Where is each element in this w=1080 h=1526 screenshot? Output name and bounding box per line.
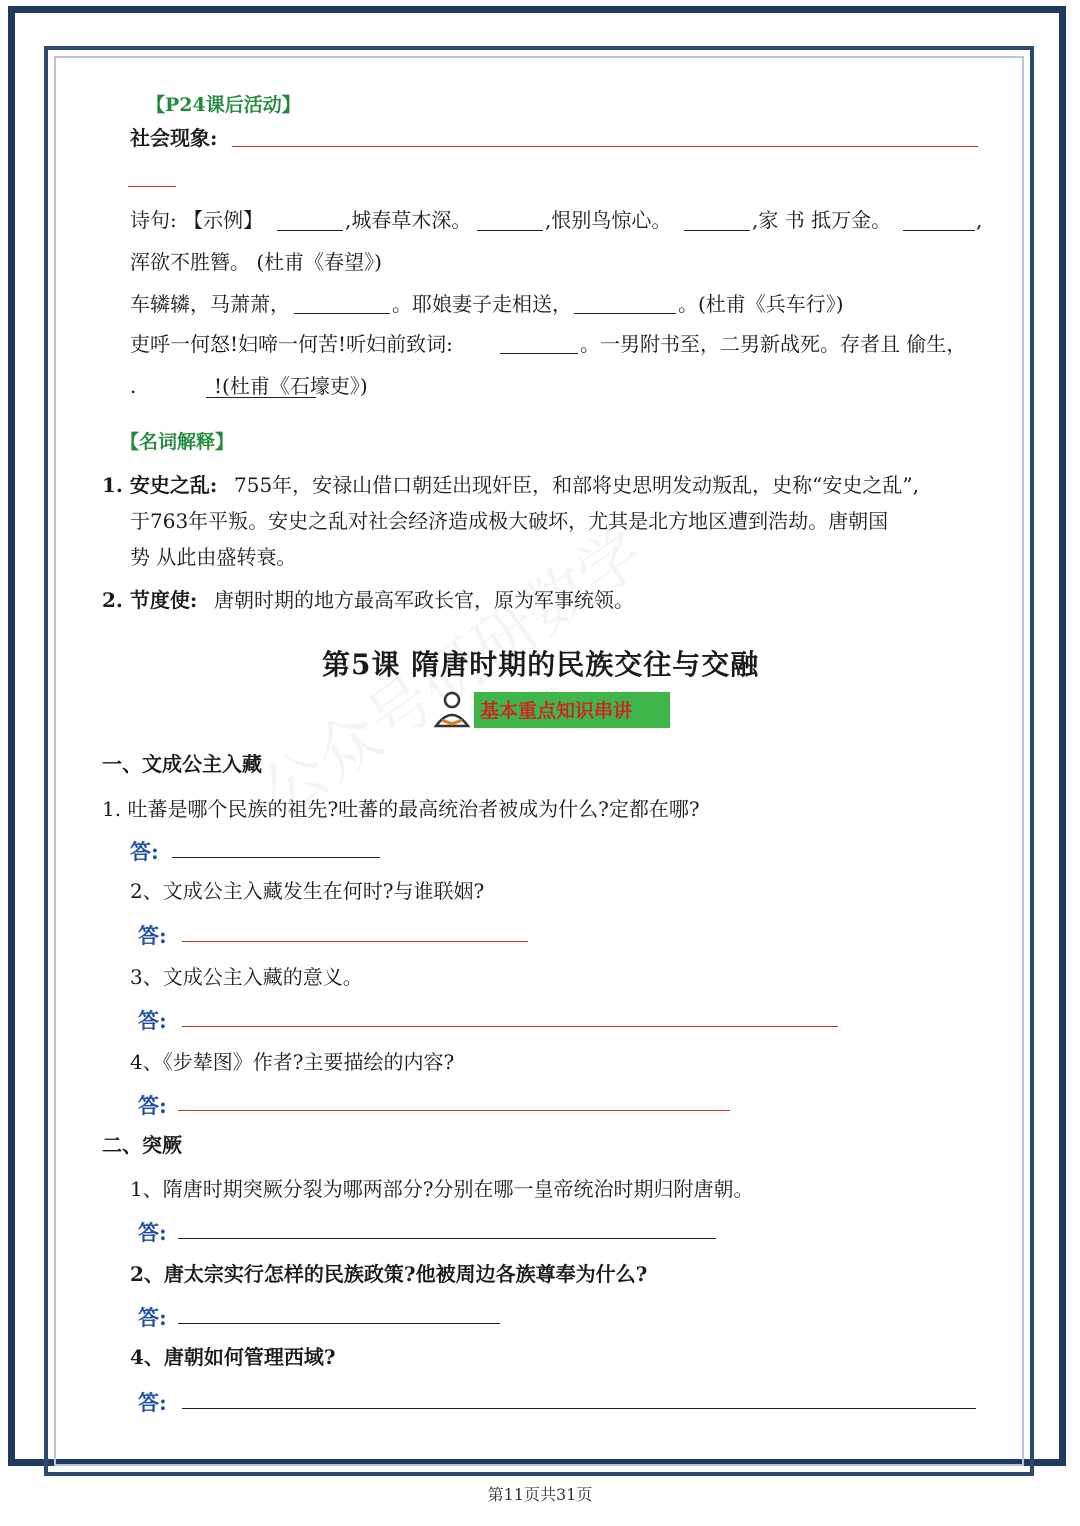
poem3-part-a: 吏呼一何怒!妇啼一何苦!听妇前致词: [130, 332, 453, 356]
answer-label: 答: [138, 1305, 167, 1330]
answer-line [178, 1110, 730, 1111]
p24-activity-label: 【P24课后活动】 [146, 94, 301, 116]
poem2-part-a: 车辚辚，马萧萧， [130, 292, 290, 316]
answer-line [178, 1238, 716, 1239]
poem3-part-b: 。一男附书至，二男新战死。存者且 偷生， [580, 332, 967, 356]
terms-label: 【名词解释】 [120, 431, 235, 453]
poem1-part-a: ,城春草木深。 [345, 208, 472, 232]
part2-question-2: 2、唐太宗实行怎样的民族政策?他被周边各族尊奉为什么? [130, 1262, 648, 1286]
blank-line [684, 230, 750, 231]
social-phenomenon-label: 社会现象: [130, 126, 218, 150]
part1-heading: 一、文成公主入藏 [102, 752, 262, 776]
term2-title: 2. 节度使: [102, 588, 198, 612]
part1-question-4: 4、《步辇图》作者?主要描绘的内容? [130, 1050, 455, 1074]
term1-line2: 于763年平叛。安史之乱对社会经济造成极大破坏，尤其是北方地区遭到浩劫。唐朝国 [130, 509, 889, 533]
poem3-dot: . [130, 374, 137, 398]
part2-heading: 二、突厥 [102, 1133, 182, 1157]
poem1-part-c: ,家 书 抵万金。 [752, 208, 892, 232]
part2-question-4: 4、唐朝如何管理西域? [130, 1345, 336, 1369]
part2-question-1: 1、隋唐时期突厥分裂为哪两部分?分别在哪一皇帝统治时期归附唐朝。 [130, 1177, 754, 1201]
answer-label: 答: [138, 1008, 167, 1033]
blank-line [903, 230, 975, 231]
poem-label: 诗句: 【示例】 [130, 208, 264, 232]
answer-label: 答: [138, 923, 167, 948]
blank-line [477, 230, 543, 231]
answer-line [182, 1026, 838, 1027]
answer-line [182, 941, 528, 942]
answer-label: 答: [138, 1390, 167, 1415]
study-person-icon [430, 690, 474, 732]
blank-line [294, 313, 390, 314]
poem3-part-c: !(杜甫《石壕吏》) [214, 374, 368, 398]
poem1-part-d: , [976, 208, 983, 232]
part1-question-2: 2、文成公主入藏发生在何时?与谁联姻? [130, 879, 485, 903]
part1-question-3: 3、文成公主入藏的意义。 [130, 965, 363, 989]
key-points-banner [474, 692, 670, 728]
term1-line3: 势 从此由盛转衰。 [130, 545, 297, 569]
part1-question-1: 1. 吐蕃是哪个民族的祖先?吐蕃的最高统治者被成为什么?定都在哪? [102, 797, 700, 821]
poem2-part-c: 。(杜甫《兵车行》) [678, 292, 844, 316]
answer-line [182, 1408, 976, 1409]
answer-label: 答: [138, 1220, 167, 1245]
term2-text: 唐朝时期的地方最高军政长官，原为军事统领。 [214, 588, 634, 612]
answer-line [178, 1323, 500, 1324]
blank-line [500, 353, 578, 354]
blank-line [277, 230, 343, 231]
poem1-part-e: 浑欲不胜簪。 (杜甫《春望》) [130, 250, 382, 274]
term1-title: 1. 安史之乱: [102, 473, 218, 497]
answer-label: 答: [130, 839, 159, 864]
page-footer: 第11页共31页 [487, 1485, 593, 1504]
social-answer-line [232, 146, 978, 147]
answer-line [172, 857, 380, 858]
blank-line [574, 313, 676, 314]
poem1-part-b: ,恨别鸟惊心。 [545, 208, 672, 232]
answer-label: 答: [138, 1093, 167, 1118]
lesson-title: 第5课 隋唐时期的民族交往与交融 [322, 648, 760, 681]
poem2-part-b: 。耶娘妻子走相送， [392, 292, 572, 316]
term1-line1: 755年，安禄山借口朝廷出现奸臣，和部将史思明发动叛乱，史称“安史之乱”, [234, 473, 919, 497]
key-points-banner-text: 基本重点知识串讲 [480, 700, 633, 722]
social-answer-line-2 [128, 186, 176, 187]
